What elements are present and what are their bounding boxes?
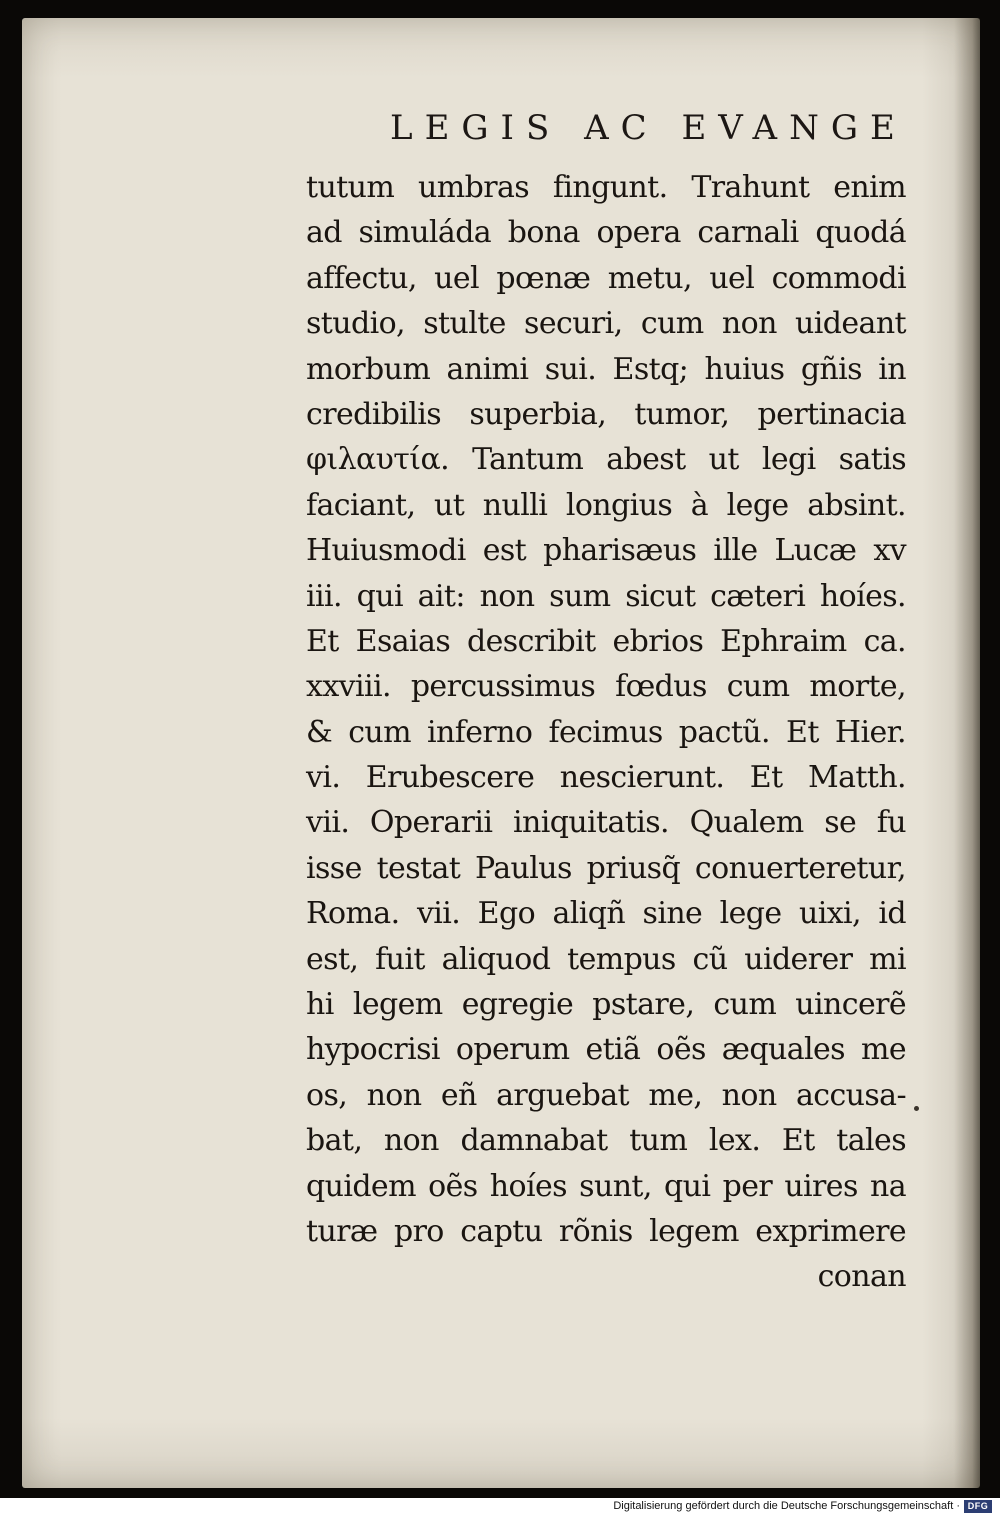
text-line: iii. qui ait: non sum sicut cæteri hoíes.	[306, 578, 906, 614]
text-line: quidem oẽs hoíes sunt, qui per uires na	[306, 1168, 906, 1204]
text-line: Et Esaias describit ebrios Ephraim ca.	[306, 623, 906, 659]
text-line: studio, stulte securi, cum non uideant	[306, 306, 906, 342]
text-line: hi legem egregie pstare, cum uincerẽ	[306, 987, 906, 1023]
footer-credit: Digitalisierung gefördert durch die Deutsche Forschungsgemeinschaft ·	[613, 1500, 960, 1512]
text-line: isse testat Paulus priusq̃ conuerteretur,	[306, 850, 906, 886]
dfg-logo: DFG	[964, 1500, 992, 1513]
text-line: Roma. vii. Ego aliqñ sine lege uixi, id	[306, 896, 906, 932]
text-line: xxviii. percussimus fœdus cum morte,	[306, 669, 906, 705]
text-line: faciant, ut nulli longius à lege absint.	[306, 487, 906, 523]
text-line: vii. Operarii iniquitatis. Qualem se fu	[306, 805, 906, 841]
text-line: affectu, uel pœnæ metu, uel commodi	[306, 260, 906, 296]
text-line: bat, non damnabat tum lex. Et tales	[306, 1123, 906, 1159]
text-line: hypocrisi operum etiã oẽs æquales me	[306, 1032, 906, 1068]
text-line: vi. Erubescere nescierunt. Et Matth.	[306, 760, 906, 796]
body-text	[306, 165, 906, 1300]
text-line: φιλαυτία. Tantum abest ut legi satis	[306, 442, 906, 478]
text-line: tutum umbras fingunt. Trahunt enim	[306, 170, 906, 205]
text-line: credibilis superbia, tumor, pertinacia	[306, 396, 906, 432]
text-line: turæ pro captu rõnis legem exprimere	[306, 1213, 906, 1249]
text-line: ad simuláda bona opera carnali quodá	[306, 215, 906, 251]
running-head: LEGIS AC EVANGE	[390, 108, 907, 148]
margin-mark	[914, 1106, 919, 1111]
spine-shadow	[954, 18, 980, 1488]
text-line: est, fuit aliquod tempus cũ uiderer mi	[306, 941, 906, 977]
catchword: conan	[817, 1259, 906, 1295]
text-line: Huiusmodi est pharisæus ille Lucæ xv	[306, 533, 906, 569]
text-line: morbum animi sui. Estq; huius gñis in	[306, 351, 906, 387]
text-line: os, non eñ arguebat me, non accusa-	[306, 1077, 906, 1113]
text-line: & cum inferno fecimus pactũ. Et Hier.	[306, 714, 906, 750]
